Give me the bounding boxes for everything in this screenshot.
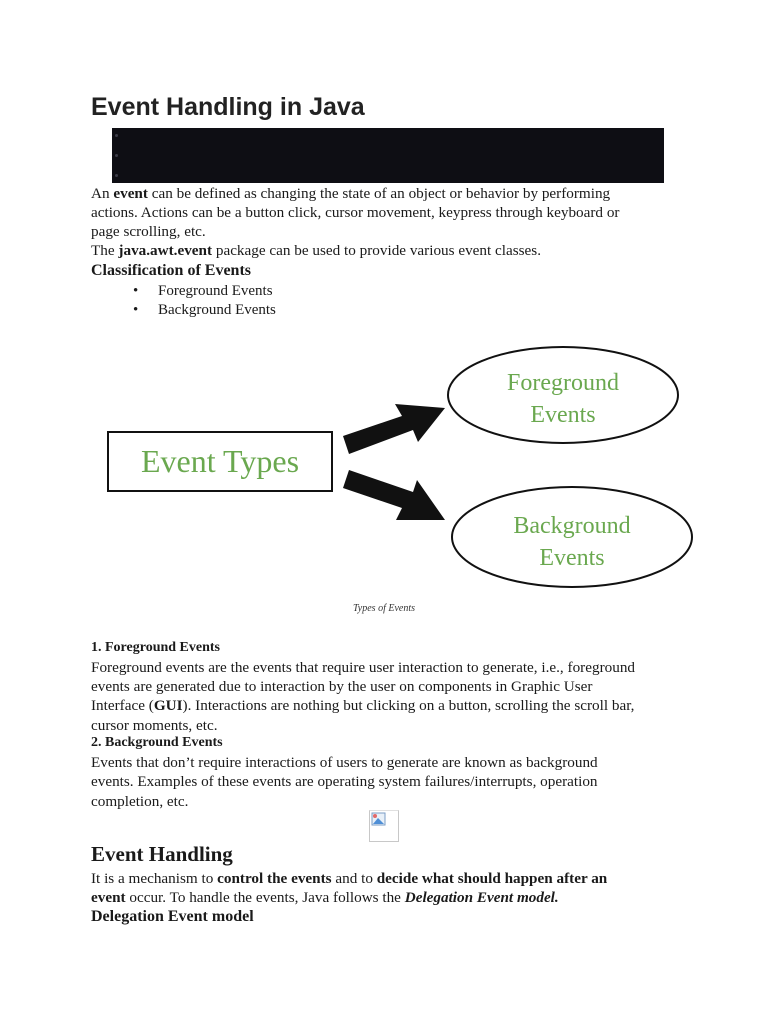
event-types-diagram <box>100 338 700 593</box>
list-item: • Foreground Events <box>133 283 273 299</box>
bullet-dot <box>115 174 118 177</box>
background-line-1: Events that don’t require interactions of users to generate are known as background <box>91 754 598 771</box>
background-line-2: events. Examples of these events are operating system failures/interrupts, operation <box>91 773 598 790</box>
bullet-dot <box>115 154 118 157</box>
redacted-block <box>112 128 664 183</box>
foreground-line-4: cursor moments, etc. <box>91 717 218 734</box>
background-heading: 2. Background Events <box>91 735 223 750</box>
foreground-line-2: events are generated due to interaction by the user on components in Graphic User <box>91 678 593 695</box>
event-types-label: Event Types <box>140 443 300 479</box>
broken-image-icon <box>369 810 399 842</box>
handling-line-1: It is a mechanism to control the events and to decide what should happen after an <box>91 870 608 887</box>
background-label-line1: Background <box>513 513 631 539</box>
figure-caption: Types of Events <box>352 603 416 614</box>
foreground-label-line2: Events <box>530 402 596 428</box>
foreground-line-1: Foreground events are the events that require user interaction to generate, i.e., foreground <box>91 659 636 676</box>
background-label-line2: Events <box>539 545 605 571</box>
intro-line-2: actions. Actions can be a button click, cursor movement, keypress through keyboard or <box>91 204 620 221</box>
intro-line-1: An event can be defined as changing the state of an object or behavior by performing <box>91 185 611 202</box>
foreground-line-3: Interface (GUI). Interactions are nothing but clicking on a button, scrolling the scroll bar, <box>91 697 635 714</box>
delegation-heading: Delegation Event model <box>91 908 254 925</box>
arrow-down-icon <box>343 470 445 520</box>
list-item: • Background Events <box>133 302 276 318</box>
intro-line-3: page scrolling, etc. <box>91 223 206 240</box>
background-line-3: completion, etc. <box>91 793 189 810</box>
foreground-label-line1: Foreground <box>507 370 619 396</box>
page-title: Event Handling in Java <box>91 93 365 121</box>
image-placeholder-icon <box>370 811 398 841</box>
event-handling-heading: Event Handling <box>91 842 233 866</box>
classification-heading: Classification of Events <box>91 262 251 279</box>
intro-line-4: The java.awt.event package can be used to provide various event classes. <box>91 242 542 259</box>
handling-line-2: event occur. To handle the events, Java follows the Delegation Event model. <box>91 889 559 906</box>
foreground-heading: 1. Foreground Events <box>91 640 220 655</box>
arrow-up-icon <box>343 404 445 454</box>
bullet-dot <box>115 134 118 137</box>
